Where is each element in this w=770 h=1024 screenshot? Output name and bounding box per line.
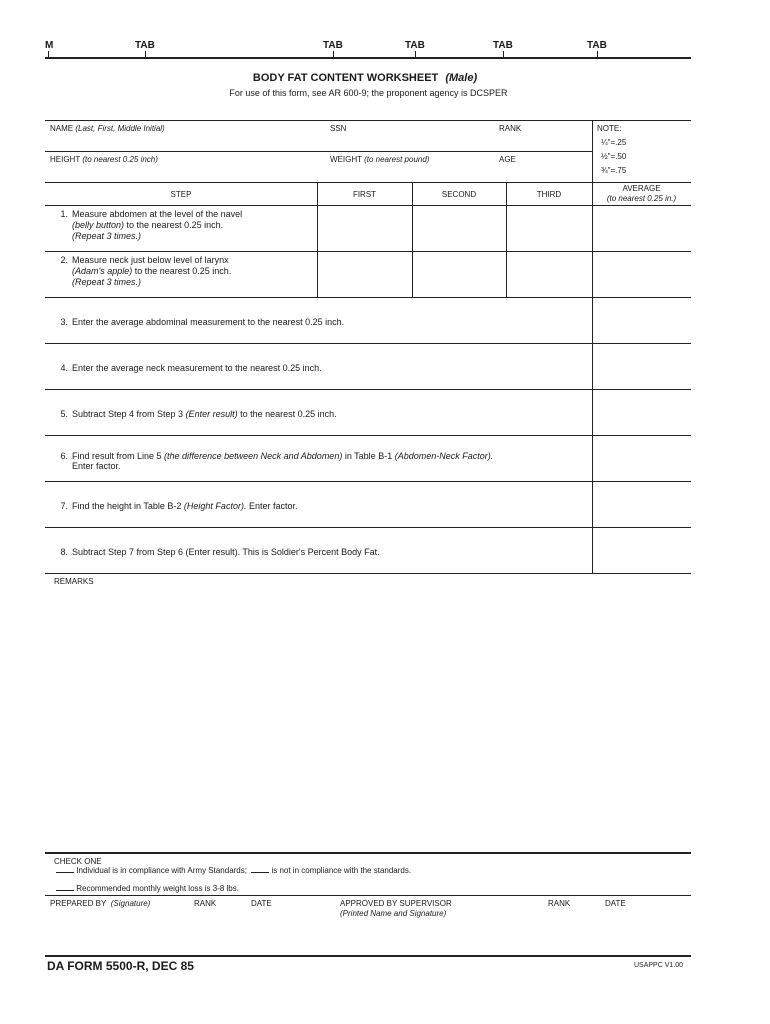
tab-mark-4: TAB — [493, 40, 513, 51]
preparer-date-label: DATE — [251, 899, 272, 908]
height-weight-age-entry[interactable] — [50, 165, 590, 181]
form-title-main: BODY FAT CONTENT WORKSHEET — [252, 72, 439, 84]
first-column-header: FIRST — [352, 190, 377, 199]
weight-field-label: WEIGHT (to nearest pound) — [330, 155, 430, 164]
prepared-by-label: PREPARED BY (Signature) — [50, 899, 151, 908]
note-half: ½"=.50 — [601, 152, 627, 161]
tab-mark-2: TAB — [323, 40, 343, 51]
form-title — [0, 72, 730, 84]
remarks-area[interactable] — [50, 590, 686, 848]
step-column-header: STEP — [170, 190, 192, 199]
step-4: 4. Enter the average neck measurement to the nearest 0.25 inch. — [60, 363, 322, 373]
step-8: 8. Subtract Step 7 from Step 6 (Enter result). This is Soldier's Percent Body Fat. — [60, 547, 380, 557]
step-2-second-entry[interactable] — [413, 252, 505, 297]
step-2-first-entry[interactable] — [318, 252, 411, 297]
note-three-quarter: ¾"=.75 — [601, 166, 627, 175]
average-column-header: AVERAGE (to nearest 0.25 in.) — [606, 184, 677, 203]
second-column-header: SECOND — [441, 190, 477, 199]
header-rule — [45, 57, 691, 59]
tab-mark-5: TAB — [587, 40, 607, 51]
third-column-header: THIRD — [536, 190, 562, 199]
weight-loss-blank[interactable] — [56, 884, 74, 891]
step-5: 5. Subtract Step 4 from Step 3 (Enter result) to the nearest 0.25 inch. — [60, 409, 337, 419]
preparer-rank-label: RANK — [194, 899, 217, 908]
step-1-second-entry[interactable] — [413, 206, 505, 251]
name-ssn-rank-entry[interactable] — [50, 134, 590, 150]
step-2-average-entry[interactable] — [593, 252, 690, 297]
tab-mark-1: TAB — [135, 40, 155, 51]
approver-rank-label: RANK — [548, 899, 571, 908]
row-rule-1 — [45, 151, 592, 152]
step-2-third-entry[interactable] — [507, 252, 591, 297]
remarks-label: REMARKS — [54, 577, 94, 586]
m-mark: M — [45, 40, 54, 51]
step-3: 3. Enter the average abdominal measurement to the nearest 0.25 inch. — [60, 317, 345, 327]
step-7: 7. Find the height in Table B-2 (Height Factor). Enter factor. — [60, 501, 298, 511]
row-rule-step-8 — [45, 573, 691, 574]
approver-date-label: DATE — [605, 899, 626, 908]
step-4-result-entry[interactable] — [593, 344, 690, 389]
step-1-third-entry[interactable] — [507, 206, 591, 251]
note-title: NOTE: — [597, 124, 622, 133]
step-1: 1. Measure abdomen at the level of the navel (belly button) to the nearest 0.25 inch. (Repeat 3 times.) — [60, 209, 243, 241]
compliance-line: Individual is in compliance with Army Standards; is not in compliance with the standards. — [56, 866, 411, 875]
form-version: USAPPC V1.00 — [634, 962, 684, 969]
step-6: 6. Find result from Line 5 (the difference between Neck and Abdomen) in Table B-1 (Abdomen-Neck Factor). Enter factor. — [60, 451, 494, 471]
tab-mark-3: TAB — [405, 40, 425, 51]
step-8-result-entry[interactable] — [593, 528, 690, 573]
signature-entry-area[interactable] — [50, 921, 686, 951]
step-2: 2. Measure neck just below level of larynx (Adam's apple) to the nearest 0.25 inch. (Repeat 3 times.) — [60, 255, 232, 287]
step-6-result-entry[interactable] — [593, 436, 690, 481]
row-rule-2 — [45, 182, 691, 183]
form-id: DA FORM 5500-R, DEC 85 — [47, 959, 194, 973]
form-title-sub: (Male) — [445, 72, 478, 84]
footer-rule — [45, 955, 691, 957]
check-one-label: CHECK ONE — [54, 857, 102, 866]
step-7-result-entry[interactable] — [593, 482, 690, 527]
age-field-label: AGE — [499, 155, 516, 164]
ssn-field-label: SSN — [330, 124, 347, 133]
height-field-label: HEIGHT (to nearest 0.25 inch) — [50, 155, 158, 164]
check-section-rule — [45, 852, 691, 854]
step-5-result-entry[interactable] — [593, 390, 690, 435]
weight-loss-line: Recommended monthly weight loss is 3-8 lbs. — [56, 884, 239, 893]
name-field-label: NAME (Last, First, Middle Initial) — [50, 124, 165, 133]
step-1-average-entry[interactable] — [593, 206, 690, 251]
signature-rule — [45, 895, 691, 896]
approved-by-label: APPROVED BY SUPERVISOR (Printed Name and Signature) — [340, 899, 452, 918]
compliance-blank[interactable] — [56, 866, 74, 873]
step-1-first-entry[interactable] — [318, 206, 411, 251]
form-instruction: For use of this form, see AR 600-9; the proponent agency is DCSPER — [229, 88, 508, 98]
noncompliance-blank[interactable] — [251, 866, 269, 873]
step-3-result-entry[interactable] — [593, 298, 690, 343]
top-rule — [45, 120, 691, 121]
note-quarter: ¼"=.25 — [601, 138, 627, 147]
rank-field-label: RANK — [499, 124, 522, 133]
